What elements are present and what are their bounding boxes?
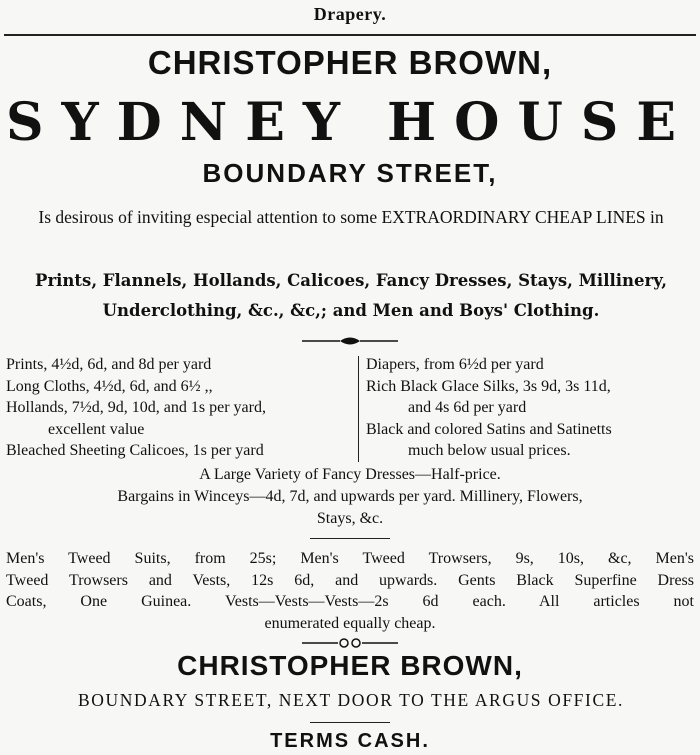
fabrics-line: Prints, Flannels, Hollands, Calicoes, Fancy Dresses, Stays, Millinery, [35, 271, 667, 290]
shop-address: BOUNDARY STREET, NEXT DOOR TO THE ARGUS OFFICE. [78, 690, 624, 710]
shop-name-word-2: HOUSE [387, 92, 694, 153]
column-divider [358, 356, 359, 462]
bargains-line: Bargains in Winceys—4d, 7d, and upwards per yard. Millinery, Flowers, [117, 488, 583, 505]
price-line: Prints, 4½d, 6d, and 8d per yard [6, 356, 212, 373]
price-line: Rich Black Glace Silks, 3s 9d, 3s 11d, [366, 377, 611, 395]
street-heading: BOUNDARY STREET, [202, 158, 498, 188]
fabrics-line: Underclothing, &c., &c,; and Men and Boys' Clothing. [102, 301, 600, 320]
shop-name-word-1: SYDNEY [6, 92, 359, 153]
merchant-name-footer: CHRISTOPHER BROWN, [177, 650, 523, 681]
price-line: Diapers, from 6½d per yard [366, 356, 544, 373]
bargains-line: Stays, &c. [316, 510, 384, 527]
price-line: Bleached Sheeting Calicoes, 1s per yard [6, 442, 264, 459]
left-price-column [6, 354, 351, 462]
price-line: Long Cloths, 4½d, 6d, and 6½ ,, [6, 377, 213, 395]
mens-line: Coats, One Guinea. Vests—Vests—Vests—2s 6d each. All articles not [6, 593, 694, 610]
mens-clothing-paragraph [6, 548, 694, 634]
terms-line: TERMS CASH. [270, 730, 430, 752]
top-rule [4, 34, 696, 36]
fancy-dresses-line: A Large Variety of Fancy Dresses—Half-price. [199, 466, 501, 483]
price-columns [6, 354, 698, 464]
price-line: and 4s 6d per yard [408, 399, 527, 416]
shop-name [0, 93, 700, 153]
ornament-divider [300, 334, 400, 348]
mens-line: Tweed Trowsers and Vests, 12s 6d, and upwards. Gents Black Superfine Dress [6, 571, 694, 589]
ornament-divider [300, 636, 400, 650]
mid-rule [310, 538, 390, 539]
intro-text: Is desirous of inviting especial attention to some EXTRAORDINARY CHEAP LINES in [38, 207, 664, 227]
price-line: excellent value [48, 420, 145, 438]
mens-line: enumerated equally cheap. [264, 614, 436, 632]
mens-line: Men's Tweed Suits, from 25s; Men's Tweed Trowsers, 9s, 10s, &c, Men's [6, 550, 694, 567]
fabrics-list [6, 266, 696, 326]
price-line: Black and colored Satins and Satinetts [366, 420, 612, 438]
merchant-name: CHRISTOPHER BROWN, [147, 44, 553, 81]
right-price-column [366, 354, 700, 462]
bottom-rule [310, 722, 390, 723]
section-heading: Drapery. [313, 4, 387, 24]
price-line: much below usual prices. [408, 442, 571, 459]
price-line: Hollands, 7½d, 9d, 10d, and 1s per yard, [6, 399, 266, 416]
